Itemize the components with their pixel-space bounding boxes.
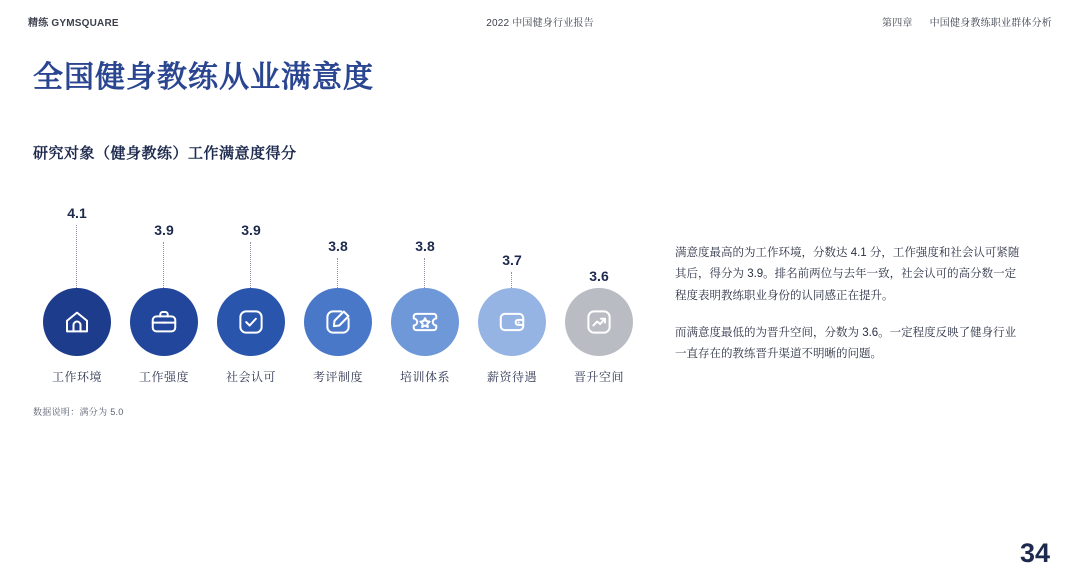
bar-stem bbox=[250, 242, 251, 288]
bar-value-label: 3.7 bbox=[502, 252, 522, 268]
check-badge-icon bbox=[236, 307, 266, 337]
category-label: 工作强度 bbox=[138, 370, 189, 384]
commentary-block bbox=[675, 243, 1020, 381]
bar-circle bbox=[130, 288, 198, 356]
bar-circle bbox=[391, 288, 459, 356]
commentary-paragraph-2: 而满意度最低的为晋升空间，分数为 3.6。一定程度反映了健身行业一直存在的教练晋升渠道不明晰的问题。 bbox=[675, 326, 1017, 361]
chapter-number-label: 第四章 bbox=[882, 18, 913, 29]
bar-value-label: 3.8 bbox=[328, 238, 348, 254]
bar-circle bbox=[217, 288, 285, 356]
brand-label: 精练 GYMSQUARE bbox=[28, 18, 119, 29]
category-label: 晋升空间 bbox=[573, 370, 624, 384]
briefcase-icon bbox=[149, 307, 179, 337]
bar-value-label: 3.8 bbox=[415, 238, 435, 254]
category-label: 薪资待遇 bbox=[486, 370, 537, 384]
bar-value-label: 3.9 bbox=[154, 222, 174, 238]
chapter-info bbox=[882, 14, 1052, 29]
category-label: 工作环境 bbox=[51, 370, 102, 384]
home-icon bbox=[62, 307, 92, 337]
bar-stem bbox=[511, 272, 512, 288]
data-note: 数据说明：满分为 5.0 bbox=[33, 407, 124, 417]
bar-circle bbox=[478, 288, 546, 356]
category-label: 社会认可 bbox=[225, 370, 276, 384]
wallet-icon bbox=[497, 307, 527, 337]
page-title: 全国健身教练从业满意度 bbox=[33, 61, 374, 94]
category-label: 培训体系 bbox=[399, 370, 450, 384]
bar-value-label: 3.6 bbox=[589, 268, 609, 284]
bar-stem bbox=[76, 225, 77, 288]
bar-value-label: 4.1 bbox=[67, 205, 87, 221]
bar-circle bbox=[565, 288, 633, 356]
category-label: 考评制度 bbox=[312, 370, 363, 384]
report-title-label: 2022 中国健身行业报告 bbox=[486, 18, 594, 29]
ticket-star-icon bbox=[410, 307, 440, 337]
section-title: 研究对象（健身教练）工作满意度得分 bbox=[33, 145, 297, 162]
bar-circle bbox=[304, 288, 372, 356]
page-header bbox=[0, 14, 1080, 30]
bar-circle bbox=[43, 288, 111, 356]
chapter-title-label: 中国健身教练职业群体分析 bbox=[929, 18, 1052, 29]
satisfaction-chart bbox=[33, 195, 633, 395]
chart-growth-icon bbox=[584, 307, 614, 337]
bar-value-label: 3.9 bbox=[241, 222, 261, 238]
bar-stem bbox=[424, 258, 425, 288]
bar-stem bbox=[337, 258, 338, 288]
edit-pencil-icon bbox=[323, 307, 353, 337]
commentary-paragraph-1: 满意度最高的为工作环境，分数达 4.1 分，工作强度和社会认可紧随其后，得分为 3.9。排名前两位与去年一致，社会认可的高分数一定程度表明教练职业身份的认同感正在提升。 bbox=[675, 247, 1020, 302]
page-number: 34 bbox=[1019, 538, 1050, 568]
bar-stem bbox=[163, 242, 164, 288]
